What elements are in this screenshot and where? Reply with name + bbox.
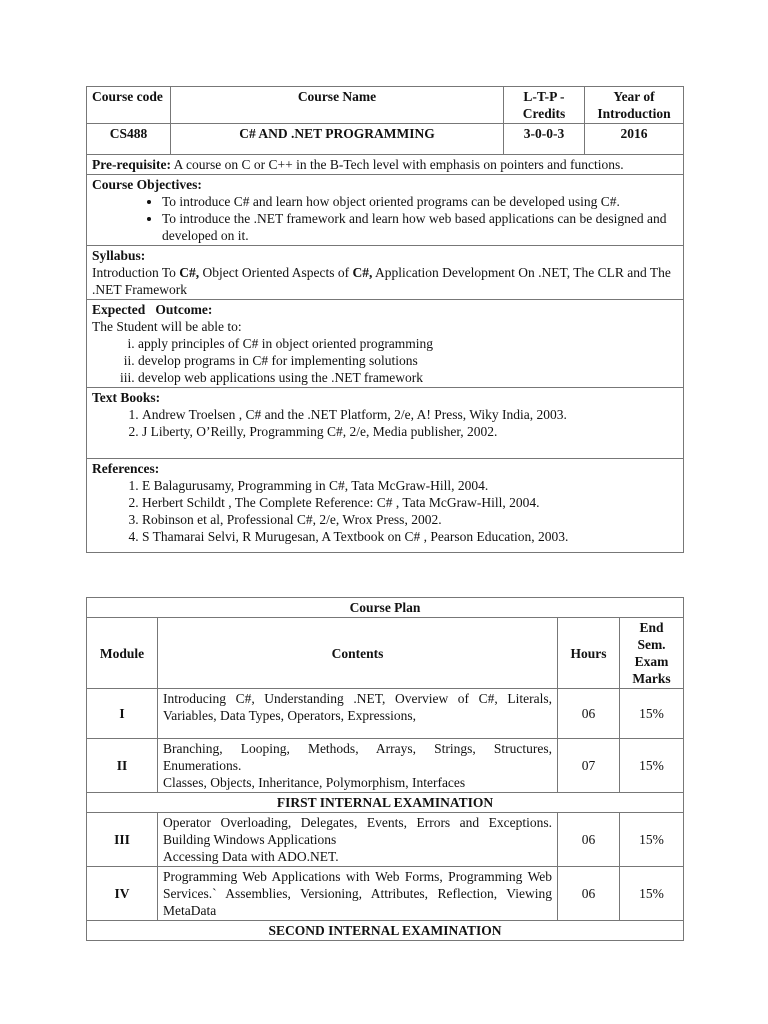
reference-item: 2. Herbert Schildt , The Complete Reference: C# , Tata McGraw-Hill, 2004. — [142, 494, 678, 511]
textbooks-list — [92, 406, 678, 440]
module-hours: 06 — [558, 689, 620, 739]
syllabus-text-1: Introduction To — [92, 265, 180, 280]
textbooks-label: Text Books: — [92, 390, 161, 405]
module-hours: 06 — [558, 813, 620, 867]
plan-header-row — [87, 618, 684, 689]
objectives-label: Course Objectives: — [92, 177, 202, 192]
ltp-header: L-T-P - Credits — [504, 87, 585, 124]
course-name: C# AND .NET PROGRAMMING — [171, 124, 504, 155]
outcome-item: iii. develop web applications using the .NET framework — [138, 369, 678, 386]
module-number: III — [87, 813, 158, 867]
module-marks: 15% — [620, 813, 684, 867]
syllabus-text-3: Application Development On .NET, The CLR and The .NET Framework — [92, 265, 671, 297]
first-internal-exam: FIRST INTERNAL EXAMINATION — [87, 793, 684, 813]
plan-row — [87, 867, 684, 921]
module-hours: 07 — [558, 739, 620, 793]
reference-item: 3. Robinson et al, Professional C#, 2/e, Wrox Press, 2002. — [142, 511, 678, 528]
objective-item: • To introduce C# and learn how object oriented programs can be developed using C#. — [162, 193, 678, 210]
module-number: I — [87, 689, 158, 739]
ltp-credits: 3-0-0-3 — [504, 124, 585, 155]
textbook-item: 2. J Liberty, O’Reilly, Programming C#, 2/e, Media publisher, 2002. — [142, 423, 678, 440]
year-header: Year of Introduction — [585, 87, 684, 124]
reference-item: 1. E Balagurusamy, Programming in C#, Tata McGraw-Hill, 2004. — [142, 477, 678, 494]
prerequisite-text: A course on C or C++ in the B-Tech level with emphasis on pointers and functions. — [170, 157, 624, 172]
plan-row — [87, 739, 684, 793]
course-row — [87, 124, 684, 155]
course-info-table — [86, 86, 684, 553]
plan-row — [87, 813, 684, 867]
module-contents: Programming Web Applications with Web Forms, Programming Web Services.` Assemblies, Versioning, Attributes, Reflection, Viewing MetaData — [158, 867, 558, 921]
syllabus-label: Syllabus: — [92, 248, 146, 263]
module-hours: 06 — [558, 867, 620, 921]
outcome-list — [92, 335, 678, 386]
hours-header: Hours — [558, 618, 620, 689]
outcome-intro: The Student will be able to: — [92, 319, 242, 334]
header-row — [87, 87, 684, 124]
textbooks-section — [87, 388, 684, 459]
outcome-item: ii. develop programs in C# for implementing solutions — [138, 352, 678, 369]
module-contents: Operator Overloading, Delegates, Events, Errors and Exceptions. Building Windows Applications Accessing Data with ADO.NET. — [158, 813, 558, 867]
outcome-section — [87, 300, 684, 388]
plan-row — [87, 689, 684, 739]
marks-header: End Sem. Exam Marks — [620, 618, 684, 689]
module-marks: 15% — [620, 689, 684, 739]
contents-header: Contents — [158, 618, 558, 689]
syllabus-section — [87, 246, 684, 300]
course-plan-title: Course Plan — [87, 598, 684, 618]
module-contents: Branching, Looping, Methods, Arrays, Strings, Structures, Enumerations. Classes, Objects, Inheritance, Polymorphism, Interfaces — [158, 739, 558, 793]
course-code-header: Course code — [87, 87, 171, 124]
references-label: References: — [92, 461, 160, 476]
references-section — [87, 459, 684, 553]
module-marks: 15% — [620, 867, 684, 921]
outcome-item: i. apply principles of C# in object oriented programming — [138, 335, 678, 352]
syllabus-bold-2: C#, — [352, 265, 373, 280]
module-header: Module — [87, 618, 158, 689]
objective-item: • To introduce the .NET framework and learn how web based applications can be designed and developed on it. — [162, 210, 678, 244]
objectives-section — [87, 175, 684, 246]
second-internal-exam: SECOND INTERNAL EXAMINATION — [87, 921, 684, 941]
module-contents: Introducing C#, Understanding .NET, Overview of C#, Literals, Variables, Data Types, Operators, Expressions, — [158, 689, 558, 739]
syllabus-text — [92, 264, 678, 298]
module-number: II — [87, 739, 158, 793]
syllabus-bold-1: C#, — [179, 265, 200, 280]
module-marks: 15% — [620, 739, 684, 793]
course-name-header: Course Name — [171, 87, 504, 124]
prerequisite-section — [87, 155, 684, 175]
year-of-introduction: 2016 — [585, 124, 684, 155]
course-plan-table — [86, 597, 684, 941]
module-number: IV — [87, 867, 158, 921]
objectives-list — [92, 193, 678, 244]
prerequisite-label: Pre-requisite: — [92, 157, 171, 172]
references-list — [92, 477, 678, 545]
reference-item: 4. S Thamarai Selvi, R Murugesan, A Textbook on C# , Pearson Education, 2003. — [142, 528, 678, 545]
outcome-label: Expected Outcome: — [92, 302, 213, 317]
course-code: CS488 — [87, 124, 171, 155]
textbook-item: 1. Andrew Troelsen , C# and the .NET Platform, 2/e, A! Press, Wiky India, 2003. — [142, 406, 678, 423]
syllabus-text-2: Object Oriented Aspects of — [199, 265, 353, 280]
